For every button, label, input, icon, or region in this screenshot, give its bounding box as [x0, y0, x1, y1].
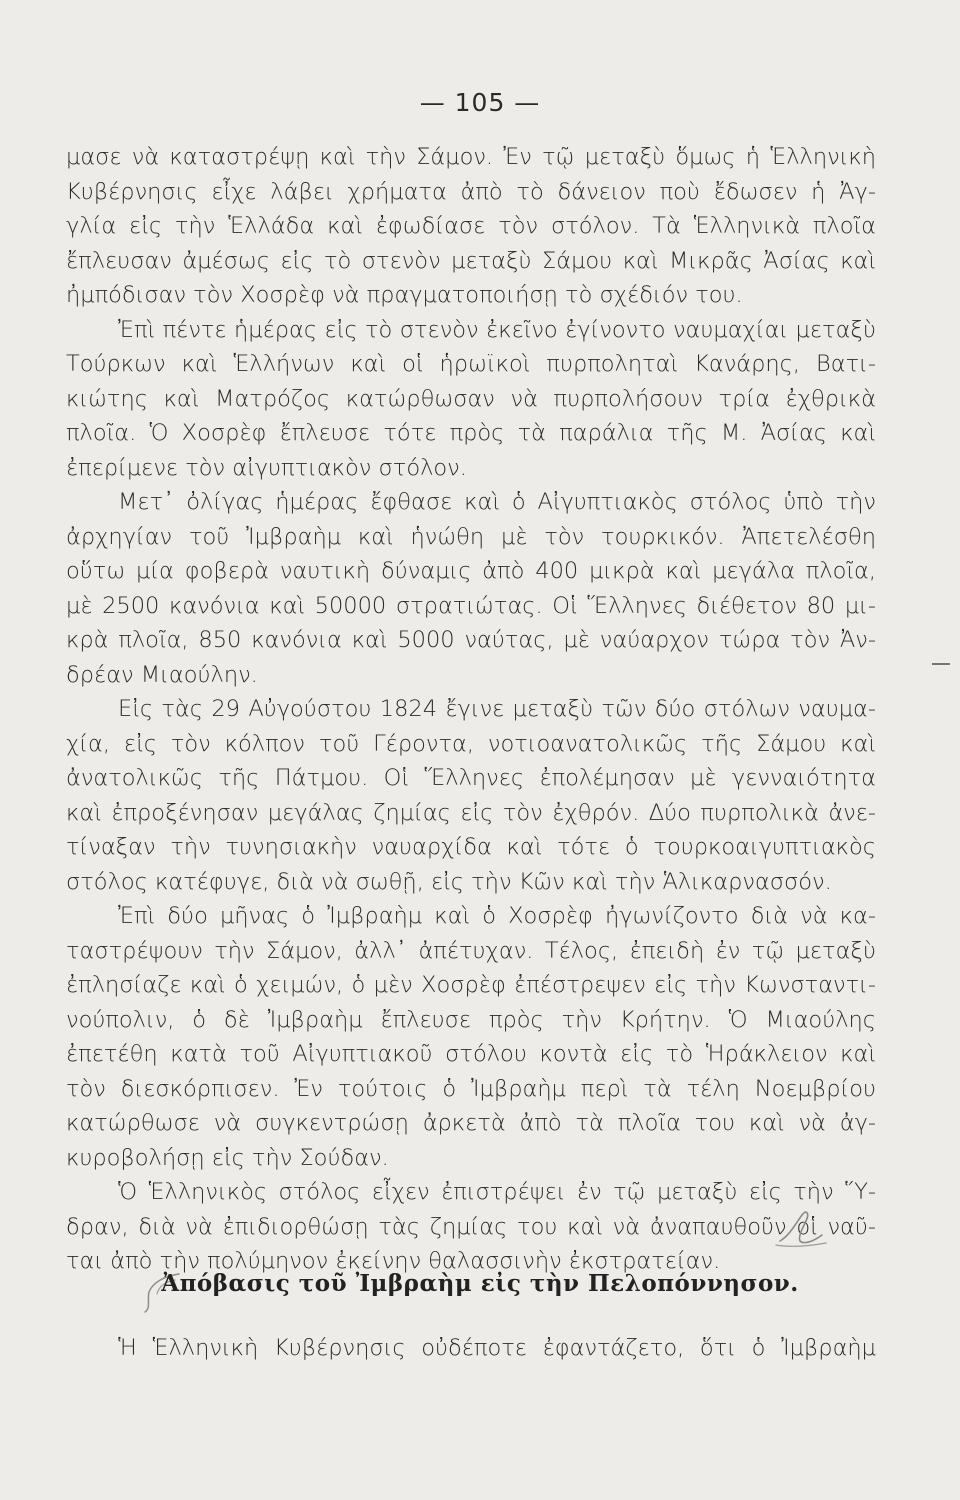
text-line: κυροβολήσῃ εἰς τὴν Σούδαν. [66, 1144, 389, 1171]
text-line: στόλος κατέφυγε, διὰ νὰ σωθῇ, εἰς τὴν Κῶν καὶ τὴν Ἁλικαρνασσόν. [66, 868, 832, 895]
text-line: τὸν διεσκόρπισεν. Ἐν τούτοις ὁ Ἰμβραὴμ περὶ τὰ τέλη Νοεμβρίου [66, 1075, 876, 1102]
pencil-scribble-mark [770, 1205, 830, 1249]
text-line: κιώτης καὶ Ματρόζος κατώρθωσαν νὰ πυρπολήσουν τρία ἐχθρικὰ [66, 385, 876, 412]
text-line: τίναξαν τὴν τυνησιακὴν ναυαρχίδα καὶ τότε ὁ τουρκοαιγυπτιακὸς [66, 834, 876, 860]
text-line: δραν, διὰ νὰ ἐπιδιορθώσῃ τὰς ζημίας του καὶ νὰ ἀναπαυθοῦν οἱ ναῦ- [66, 1213, 876, 1240]
text-line: γλία εἰς τὴν Ἑλλάδα καὶ ἐφωδίασε τὸν στόλον. Τὰ Ἑλληνικὰ πλοῖα [66, 213, 876, 239]
text-line: μὲ 2500 κανόνια καὶ 50000 στρατιώτας. Οἱ Ἕλληνες διέθετον 80 μι- [66, 592, 876, 619]
text-line: κατώρθωσε νὰ συγκεντρώσῃ ἀρκετὰ ἀπὸ τὰ πλοῖα του καὶ νὰ ἀγ- [66, 1110, 876, 1136]
text-line: ἔπλευσαν ἀμέσως εἰς τὸ στενὸν μεταξὺ Σάμου καὶ Μικρᾶς Ἀσίας καὶ [66, 247, 876, 274]
text-line: ἠμπόδισαν τὸν Χοσρὲφ νὰ πραγματοποιήσῃ τὸ σχέδιόν του. [66, 282, 743, 308]
text-line: ἐπετέθη κατὰ τοῦ Αἰγυπτιακοῦ στόλου κοντὰ εἰς τὸ Ἡράκλειον καὶ [66, 1041, 876, 1067]
text-line: ἐπλησίαζε καὶ ὁ χειμών, ὁ μὲν Χοσρὲφ ἐπέστρεψεν εἰς τὴν Κωνσταντι- [66, 972, 876, 998]
text-line: Εἰς τὰς 29 Αὐγούστου 1824 ἔγινε μεταξὺ τῶν δύο στόλων ναυμα- [118, 696, 876, 722]
text-line: ἀρχηγίαν τοῦ Ἰμβραὴμ καὶ ἡνώθη μὲ τὸν τουρκικόν. Ἀπετελέσθη [66, 523, 876, 550]
text-line: οὕτω μία φοβερὰ ναυτικὴ δύναμις ἀπὸ 400 μικρὰ καὶ μεγάλα πλοῖα, [66, 558, 876, 584]
text-line: ἀνατολικῶς τῆς Πάτμου. Οἱ Ἕλληνες ἐπολέμησαν μὲ γενναιότητα [66, 765, 876, 791]
body-text [66, 140, 876, 1279]
text-line: ταστρέψουν τὴν Σάμον, ἀλλ᾽ ἀπέτυχαν. Τέλος, ἐπειδὴ ἐν τῷ μεταξὺ [66, 937, 876, 964]
page-number: — 105 — [419, 88, 541, 117]
section-heading: Ἀπόβασις τοῦ Ἰμβραὴμ εἰς τὴν Πελοπόννησον. [161, 1270, 799, 1297]
text-line: Ὁ Ἑλληνικὸς στόλος εἶχεν ἐπιστρέψει ἐν τῷ μεταξὺ εἰς τὴν Ὕ- [118, 1179, 876, 1205]
text-line: μασε νὰ καταστρέψῃ καὶ τὴν Σάμον. Ἐν τῷ μεταξὺ ὅμως ἡ Ἑλληνικὴ [66, 144, 876, 170]
text-line: Ἡ Ἑλληνικὴ Κυβέρνησις οὐδέποτε ἐφαντάζετο, ὅτι ὁ Ἰμβραὴμ [118, 1335, 876, 1361]
text-line: νούπολιν, ὁ δὲ Ἰμβραὴμ ἔπλευσε πρὸς τὴν Κρήτην. Ὁ Μιαούλης [66, 1006, 876, 1033]
text-line: Μετ᾽ ὀλίγας ἡμέρας ἔφθασε καὶ ὁ Αἰγυπτιακὸς στόλος ὑπὸ τὴν [118, 489, 876, 515]
text-line: Ἐπὶ δύο μῆνας ὁ Ἰμβραὴμ καὶ ὁ Χοσρὲφ ἠγωνίζοντο διὰ νὰ κα- [118, 903, 876, 929]
margin-tick [932, 663, 950, 665]
text-line: ἐπερίμενε τὸν αἰγυπτιακὸν στόλον. [66, 454, 467, 481]
text-line: καὶ ἐπροξένησαν μεγάλας ζημίας εἰς τὸν ἐχθρόν. Δύο πυρπολικὰ ἀνε- [66, 799, 876, 826]
text-line: Κυβέρνησις εἶχε λάβει χρήματα ἀπὸ τὸ δάνειον ποὺ ἔδωσεν ἡ Ἀγ- [66, 178, 876, 205]
text-line: Ἐπὶ πέντε ἡμέρας εἰς τὸ στενὸν ἐκεῖνο ἐγίνοντο ναυμαχίαι μεταξὺ [118, 316, 876, 343]
text-line: δρέαν Μιαούλην. [66, 661, 258, 688]
text-line: κρὰ πλοῖα, 850 κανόνια καὶ 5000 ναύτας, μὲ ναύαρχον τώρα τὸν Ἀν- [66, 627, 876, 653]
text-line: ται ἀπὸ τὴν πολύμηνον ἐκείνην θαλασσινὴν ἐκστρατείαν. [66, 1248, 721, 1274]
text-line: πλοῖα. Ὁ Χοσρὲφ ἔπλευσε τότε πρὸς τὰ παράλια τῆς Μ. Ἀσίας καὶ [66, 420, 876, 446]
text-line: Τούρκων καὶ Ἑλλήνων καὶ οἱ ἡρωϊκοὶ πυρποληταὶ Κανάρης, Βατι- [66, 351, 876, 377]
text-line: χία, εἰς τὸν κόλπον τοῦ Γέροντα, νοτιοανατολικῶς τῆς Σάμου καὶ [66, 730, 876, 757]
